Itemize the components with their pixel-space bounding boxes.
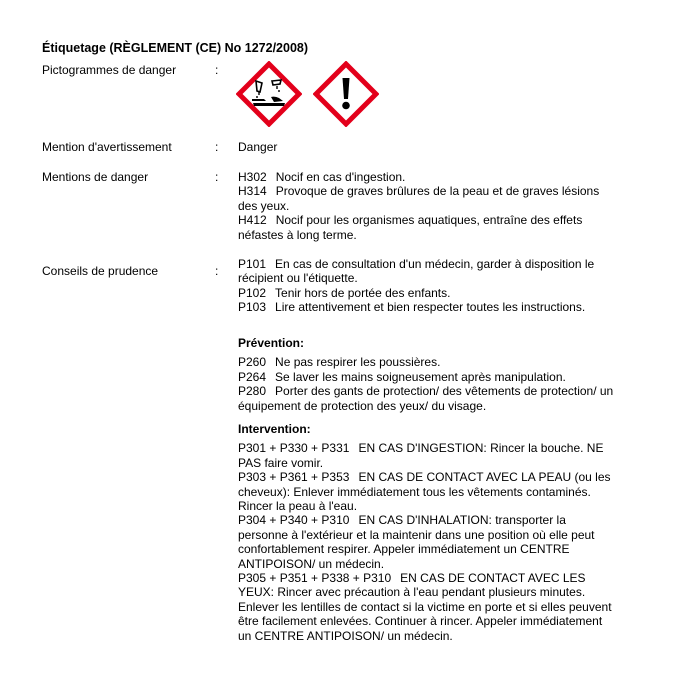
hazard-statement: H314 Provoque de graves brûlures de la peau et de graves lésions des yeux.: [238, 184, 600, 213]
precautionary-statement: P103 Lire attentivement et bien respecter toutes les instructions.: [238, 300, 586, 315]
intervention-statement: P301 + P330 + P331 EN CAS D'INGESTION: Rincer la bouche. NE PAS faire vomir.: [238, 441, 604, 470]
signal-word-label: Mention d'avertissement: [42, 140, 172, 154]
hazard-statement: H302 Nocif en cas d'ingestion.: [238, 170, 406, 184]
prevention-statement: P264 Se laver les mains soigneusement après manipulation.: [238, 369, 566, 384]
precautionary-statement: P102 Tenir hors de portée des enfants.: [238, 285, 451, 300]
colon: :: [215, 170, 219, 184]
corrosion-icon: [236, 61, 302, 130]
section-title: Étiquetage (RÈGLEMENT (CE) No 1272/2008): [42, 41, 309, 55]
colon: :: [215, 140, 219, 154]
prevention-statement: P280 Porter des gants de protection/ des vêtements de protection/ un équipement de protection des yeux/ du visage.: [238, 384, 614, 413]
precautionary-label: Conseils de prudence: [42, 264, 159, 278]
precautionary-list: [238, 257, 618, 315]
precautionary-statement: P101 En cas de consultation d'un médecin, garder à disposition le récipient ou l'étiquette.: [238, 257, 595, 286]
intervention-statement: P303 + P361 + P353 EN CAS DE CONTACT AVEC LA PEAU (ou les cheveux): Enlever immédiatement tous les vêtements contaminés. Rincer la peau à l'eau.: [238, 470, 611, 514]
hazard-statement: H412 Nocif pour les organismes aquatiques, entraîne des effets néfastes à long terme.: [238, 213, 583, 242]
colon: :: [215, 264, 219, 278]
hazard-statements-list: [238, 170, 618, 242]
pictograms-label: Pictogrammes de danger: [42, 63, 177, 77]
intervention-section: [238, 422, 618, 643]
hazard-statements-label: Mentions de danger: [42, 170, 149, 184]
prevention-heading: Prévention:: [238, 336, 305, 350]
intervention-heading: Intervention:: [238, 422, 311, 436]
prevention-section: [238, 336, 618, 413]
intervention-statement: P304 + P340 + P310 EN CAS D'INHALATION: transporter la personne à l'extérieur et la maintenir dans une position où elle peut confortablement respirer. Appeler immédiatement un CENTRE ANTIPOISON/ un médecin.: [238, 513, 595, 571]
colon: :: [215, 63, 219, 77]
prevention-statement: P260 Ne pas respirer les poussières.: [238, 355, 441, 370]
intervention-statement: P305 + P351 + P338 + P310 EN CAS DE CONTACT AVEC LES YEUX: Rincer avec précaution à l'eau pendant plusieurs minutes. Enlever les lentilles de contact si la victime en porte et si elles peuvent être facilement enlevées. Continuer à rincer. Appeler immédiatement un CENTRE ANTIPOISON/ un médecin.: [238, 571, 612, 643]
signal-word-value: Danger: [238, 140, 278, 154]
exclamation-mark-icon: [313, 61, 379, 130]
